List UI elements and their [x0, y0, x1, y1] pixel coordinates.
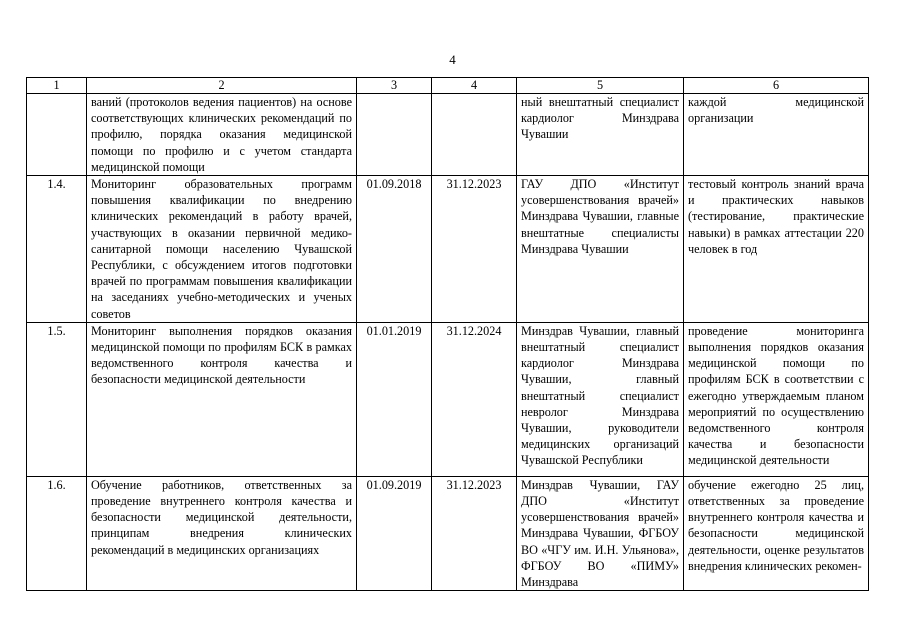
table-row [27, 476, 869, 590]
table-header-row [27, 78, 869, 94]
responsible-text: ГАУ ДПО «Институт усовершенствования врачей» Минздрава Чувашии, главные внештатные специалисты Минздрава Чувашии [517, 176, 684, 323]
result-text: обучение ежегодно 25 лиц, ответственных за проведение внутреннего контроля качества и безопасности медицинской деятельности, оценке результатов внедрения клинических рекомен- [684, 476, 869, 590]
column-number-2: 2 [87, 78, 357, 94]
end-date: 31.12.2024 [432, 322, 517, 476]
item-number: 1.6. [27, 476, 87, 590]
start-date: 01.09.2018 [357, 176, 432, 323]
start-date [357, 94, 432, 176]
page-number: 4 [449, 52, 456, 67]
end-date [432, 94, 517, 176]
measure-text: Обучение работников, ответственных за проведение внутреннего контроля качества и безопасности медицинской деятельности, принципам внедрения клинических рекомендаций в медицинских организациях [87, 476, 357, 590]
end-date: 31.12.2023 [432, 476, 517, 590]
end-date: 31.12.2023 [432, 176, 517, 323]
result-text: каждой медицинской организации [684, 94, 869, 176]
item-number: 1.5. [27, 322, 87, 476]
table-row [27, 94, 869, 176]
item-number [27, 94, 87, 176]
item-number: 1.4. [27, 176, 87, 323]
column-number-4: 4 [432, 78, 517, 94]
result-text: тестовый контроль знаний врача и практических навыков (тестирование, практические навыки) в рамках аттестации 220 человек в год [684, 176, 869, 323]
column-number-3: 3 [357, 78, 432, 94]
measure-text: ваний (протоколов ведения пациентов) на основе соответствующих клинических рекомендаций по профилю, порядка оказания медицинской помощи по профилю и с учетом стандарта медицинской помощи [87, 94, 357, 176]
responsible-text: Минздрав Чувашии, ГАУ ДПО «Институт усовершенствования врачей» Минздрава Чувашии, ФГБОУ ВО «ЧГУ им. И.Н. Ульянова», ФГБОУ ВО «ПИМУ» Минздрава [517, 476, 684, 590]
result-text: проведение мониторинга выполнения порядков оказания медицинской помощи по профилям БСК в соответствии с ежегодно утверждаемым планом мероприятий по осуществлению ведомственного контроля качества и безопасности медицинской деятельности [684, 322, 869, 476]
table-row [27, 322, 869, 476]
responsible-text: ный внештатный специалист кардиолог Минздрава Чувашии [517, 94, 684, 176]
responsible-text: Минздрав Чувашии, главный внештатный специалист кардиолог Минздрава Чувашии, главный внештатный специалист невролог Минздрава Чувашии, руководители медицинских организаций Чувашской Республики [517, 322, 684, 476]
column-number-1: 1 [27, 78, 87, 94]
table-row [27, 176, 869, 323]
measure-text: Мониторинг выполнения порядков оказания медицинской помощи по профилям БСК в рамках ведомственного контроля качества и безопасности медицинской деятельности [87, 322, 357, 476]
measure-text: Мониторинг образовательных программ повышения квалификации по внедрению клинических рекомендаций в работу врачей, участвующих в оказании первичной медико-санитарной помощи населению Чувашской Республики, с обсуждением итогов подготовки врачей по программам повышения квалификации на заседаниях учебно-методических и ученых советов [87, 176, 357, 323]
column-number-5: 5 [517, 78, 684, 94]
start-date: 01.09.2019 [357, 476, 432, 590]
column-number-6: 6 [684, 78, 869, 94]
activities-table [26, 77, 869, 591]
start-date: 01.01.2019 [357, 322, 432, 476]
